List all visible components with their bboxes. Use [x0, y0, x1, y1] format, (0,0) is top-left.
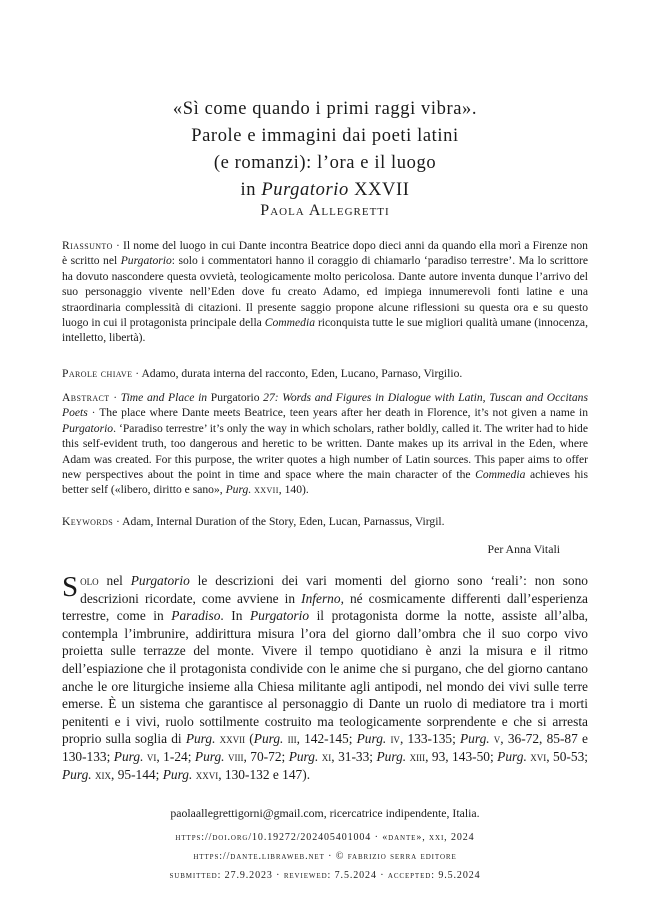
dedication: Per Anna Vitali — [487, 542, 560, 556]
doi-line: https://doi.org/10.19272/202405401004 · «dante», xxi, 2024 — [175, 832, 475, 843]
title-line: Parole e immagini dai poeti latini — [191, 126, 459, 146]
abstract-label: Abstract — [62, 391, 110, 404]
riassunto-block: Riassunto · Il nome del luogo in cui Dante incontra Beatrice dopo dieci anni da quando ella morì a Firenze non è scritto nel Purgatorio: solo i commentatori hanno il coraggio di chiamarlo ‘paradiso terrestre’. Ma lo scrittore ha dovuto nascondere questa ovvietà, teologicamente molto pericolosa. Dante autore inventa dunque l’arrivo del suo personaggio vivente nell’Eden dove fu creato Adamo, ed impiega innumerevoli fonti latine e una straordinaria complessità di citazioni. Il presente saggio propone alcune riflessioni su questa ora e su questo luogo in cui il protagonista principale della Commedia riconquista tutte le sue migliori qualità umane (innocenza, intelletto, libertà). — [62, 239, 589, 345]
keywords-label: Keywords — [62, 515, 114, 528]
title-line: in Purgatorio XXVII — [240, 180, 410, 200]
title-line: «Sì come quando i primi raggi vibra». — [172, 99, 478, 119]
keywords-block: Keywords · Adam, Internal Duration of the Story, Eden, Lucan, Parnassus, Virgil. — [62, 515, 445, 528]
abstract-block: Abstract · Time and Place in Purgatorio 27: Words and Figures in Dialogue with Latin, Tuscan and Occitans Poets · The place where Dante meets Beatrice, teen years after her death in Florence, it’s not given a name in Purgatorio. ‘Paradiso terrestre’ it’s only the way in which scholars, rather boldly, called it. The writer had to hide this self-evident truth, too dangerous and heretic to be written. Dante makes up its arrival in the Eden, where Adam was created. For this purpose, the writer quotes a high number of Latin sources. This paper aims to offer new perspectives about the point in time and space where the main character of the Commedia achieves his better self («libero, diritto e sano», Purg. xxvii, 140). — [62, 391, 588, 497]
article-title — [60, 96, 590, 204]
parole-chiave-block: Parole chiave · Adamo, durata interna del racconto, Eden, Lucano, Parnaso, Virgilio. — [62, 367, 463, 380]
riassunto-label: Riassunto — [62, 239, 113, 252]
author-name: Paola Allegretti — [260, 202, 390, 219]
drop-cap: S — [62, 571, 79, 603]
parole-chiave-label: Parole chiave — [62, 367, 133, 380]
publisher-line: https://dante.libraweb.net · © fabrizio serra editore — [193, 851, 457, 862]
author-email-footnote: paolaallegrettigorni@gmail.com, ricercatrice indipendente, Italia. — [170, 806, 480, 820]
title-line: (e romanzi): l’ora e il luogo — [213, 153, 437, 173]
submission-dates: submitted: 27.9.2023 · reviewed: 7.5.2024 · accepted: 9.5.2024 — [169, 870, 481, 881]
body-paragraph: Solo nel Purgatorio le descrizioni dei vari momenti del giorno sono ‘reali’: non sono descrizioni ricordate, come avviene in Inferno, né cosmicamente differenti dall’esperienza terrestre, come in Paradiso. In Purgatorio il protagonista dorme la notte, assiste all’alba, contempla l’imbrunire, addirittura misura l’ora del giorno dall’ombra che il suo corpo vivo proietta sulle terrazze del monte. Vivere il tempo quotidiano è anzi la misura e il ritmo dell’espiazione che il protagonista condivide con le anime che si purgano, che del giorno cantano anche le ore liturgiche insieme alla Chiesa militante agli antipodi, nel mondo dei vivi sulle terre emerse. È un sistema che garantisce al personaggio di Dante un ruolo di mediatore tra i morti penitenti e i vivi, ruolo sottilmente costruito ma teologicamente sorprendente e che si arresta proprio sulla soglia di Purg. xxvii (Purg. iii, 142-145; Purg. iv, 133-135; Purg. v, 36-72, 85-87 e 130-133; Purg. vi, 1-24; Purg. viii, 70-72; Purg. xi, 31-33; Purg. xiii, 93, 143-50; Purg. xvi, 50-53; Purg. xix, 95-144; Purg. xxvi, 130-132 e 147). — [62, 571, 588, 782]
